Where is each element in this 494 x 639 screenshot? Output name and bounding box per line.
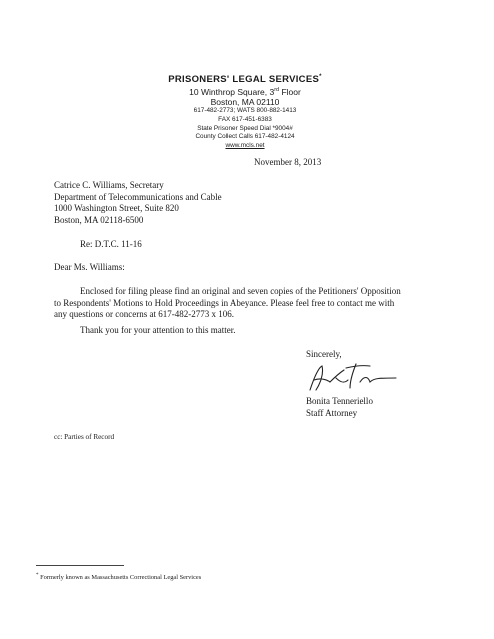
- body-line-1-text: Enclosed for filing please find an original and seven copies of the Petitioners' Opposition: [80, 286, 401, 296]
- letterhead: [150, 74, 340, 151]
- closing: Sincerely,: [306, 349, 342, 359]
- address-line-2: Boston, MA 02110: [210, 96, 280, 107]
- thanks-line: Thank you for your attention to this matter.: [80, 325, 236, 335]
- recipient-department: Department of Telecommunications and Cable: [54, 191, 222, 202]
- recipient-name: Catrice C. Williams, Secretary: [54, 180, 164, 190]
- org-name: [150, 74, 340, 86]
- collect-calls-line: County Collect Calls 617-482-4124: [195, 133, 295, 141]
- body-paragraph: [54, 286, 434, 321]
- recipient-street: 1000 Washington Street, Suite 820: [54, 203, 179, 214]
- body-line-3: any questions or concerns at 617-482-2773 x 106.: [54, 309, 234, 320]
- address-superscript: rd: [274, 87, 280, 94]
- speed-dial-line: State Prisoner Speed Dial *9004#: [197, 124, 293, 132]
- letter-date: November 8, 2013: [254, 157, 322, 167]
- footnote-divider: [36, 565, 124, 566]
- signer-title: Staff Attorney: [306, 407, 358, 418]
- signer-block: [306, 396, 373, 419]
- signer-name: Bonita Tenneriello: [306, 396, 373, 406]
- recipient-city: Boston, MA 02118-6500: [54, 214, 144, 225]
- footnote: [36, 573, 201, 581]
- salutation: Dear Ms. Williams:: [54, 262, 125, 272]
- phone-line: 617-482-2773; WATS 800-882-1413: [193, 107, 297, 115]
- body-line-1: [54, 286, 434, 298]
- website-link[interactable]: www.mcls.net: [225, 142, 265, 149]
- address-line-1-end: Floor: [279, 86, 301, 97]
- org-footnote-marker: *: [319, 74, 322, 80]
- footnote-marker: *: [36, 573, 39, 578]
- body-line-2: to Respondents' Motions to Hold Proceedings in Abeyance. Please feel free to contact me with: [54, 297, 395, 308]
- footnote-text: Formerly known as Massachusetts Correctional Legal Services: [38, 574, 202, 582]
- recipient-block: [54, 180, 222, 226]
- re-line: Re: D.T.C. 11-16: [80, 239, 142, 249]
- cc-line: cc: Parties of Record: [54, 433, 115, 441]
- fax-line: FAX 617-451-6383: [218, 116, 272, 124]
- org-name-text: PRISONERS' LEGAL SERVICES: [168, 74, 320, 86]
- address-line-1-text: 10 Winthrop Square, 3: [189, 86, 275, 97]
- signature-image: [300, 360, 400, 394]
